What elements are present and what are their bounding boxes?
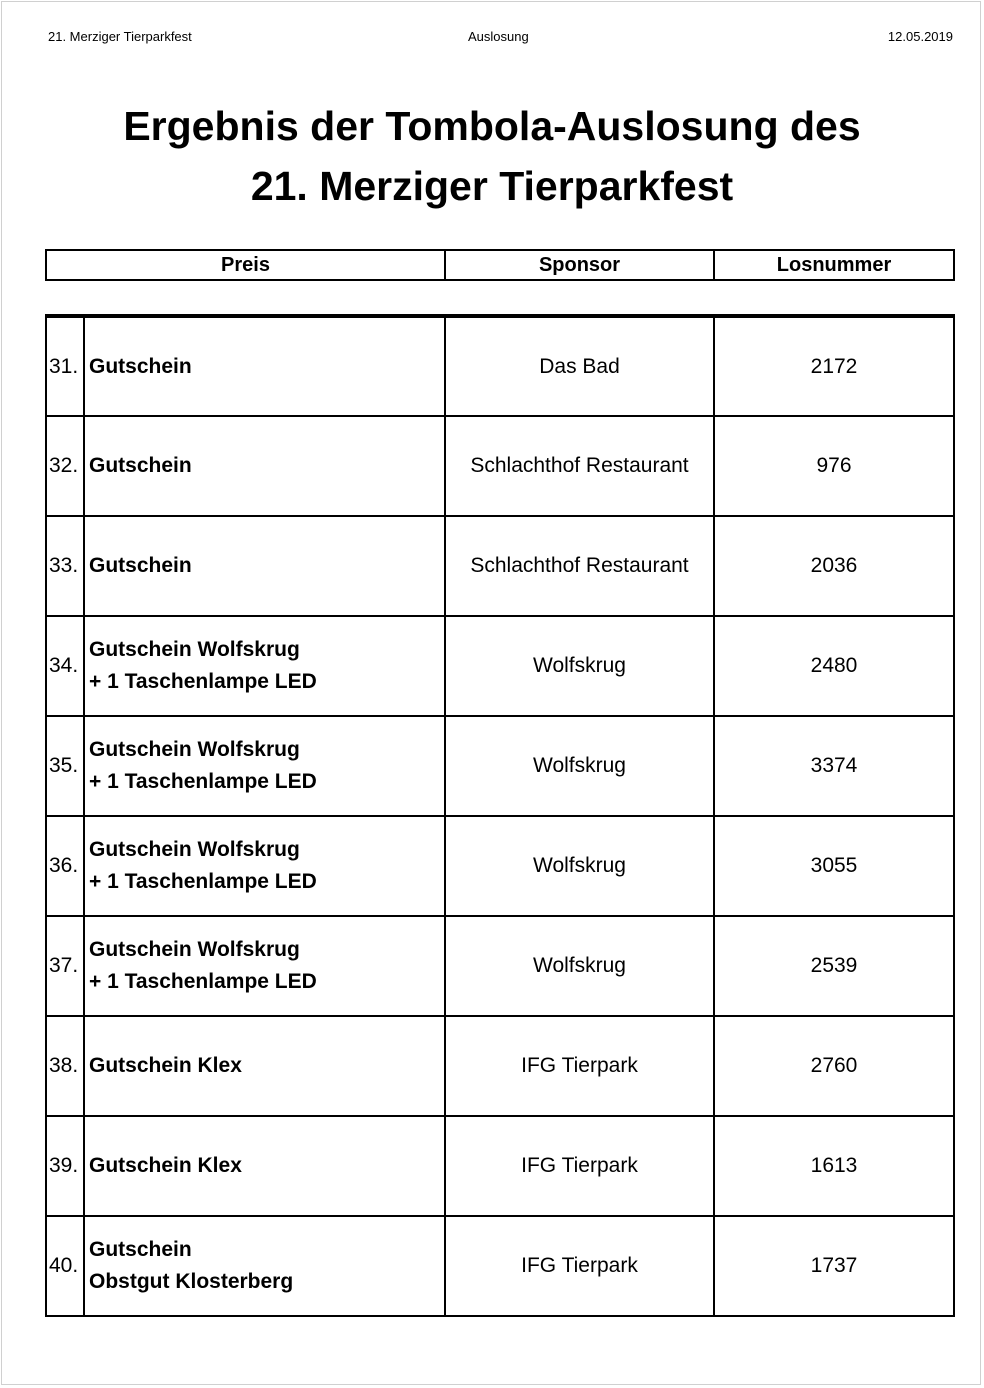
prize-cell — [84, 316, 445, 416]
sponsor-cell: IFG Tierpark — [445, 1216, 714, 1316]
sponsor-cell: Wolfskrug — [445, 816, 714, 916]
prize-cell — [84, 1016, 445, 1116]
prize-cell — [84, 516, 445, 616]
prize-line: + 1 Taschenlampe LED — [89, 870, 317, 893]
prize-line: Gutschein Klex — [89, 1054, 242, 1077]
prize-cell — [84, 1116, 445, 1216]
row-number: 40. — [46, 1216, 84, 1316]
ticket-number-cell: 2172 — [714, 316, 954, 416]
table-row — [46, 416, 954, 516]
ticket-number-cell: 976 — [714, 416, 954, 516]
table-row — [46, 316, 954, 416]
row-number: 33. — [46, 516, 84, 616]
prize-line: Gutschein Wolfskrug — [89, 838, 300, 861]
prize-line: Gutschein — [89, 1238, 192, 1261]
sponsor-cell: Schlachthof Restaurant — [445, 516, 714, 616]
row-number: 32. — [46, 416, 84, 516]
table-row — [46, 516, 954, 616]
prize-line: Gutschein Klex — [89, 1154, 242, 1177]
ticket-number-cell: 2036 — [714, 516, 954, 616]
table-row — [46, 816, 954, 916]
table-row — [46, 1116, 954, 1216]
ticket-number-cell: 2480 — [714, 616, 954, 716]
prize-line: + 1 Taschenlampe LED — [89, 770, 317, 793]
results-table-body — [46, 316, 954, 1316]
column-header-preis: Preis — [46, 250, 445, 280]
ticket-number-cell: 1737 — [714, 1216, 954, 1316]
sponsor-cell: Wolfskrug — [445, 616, 714, 716]
prize-cell — [84, 616, 445, 716]
title-line-1: Ergebnis der Tombola-Auslosung des — [123, 103, 861, 149]
column-header-losnummer: Losnummer — [714, 250, 954, 280]
column-header-row — [46, 250, 954, 280]
sponsor-cell: IFG Tierpark — [445, 1016, 714, 1116]
row-number: 39. — [46, 1116, 84, 1216]
table-row — [46, 1016, 954, 1116]
prize-line: Gutschein — [89, 454, 192, 477]
prize-line: + 1 Taschenlampe LED — [89, 970, 317, 993]
table-row — [46, 716, 954, 816]
prize-line: Gutschein Wolfskrug — [89, 638, 300, 661]
column-header-table — [45, 249, 955, 281]
sponsor-cell: Schlachthof Restaurant — [445, 416, 714, 516]
prize-line: Gutschein Wolfskrug — [89, 738, 300, 761]
prize-cell — [84, 716, 445, 816]
table-row — [46, 916, 954, 1016]
row-number: 37. — [46, 916, 84, 1016]
row-number: 38. — [46, 1016, 84, 1116]
table-row — [46, 616, 954, 716]
prize-line: Obstgut Klosterberg — [89, 1270, 294, 1293]
ticket-number-cell: 2539 — [714, 916, 954, 1016]
page-title — [0, 96, 984, 216]
sponsor-cell: Wolfskrug — [445, 916, 714, 1016]
prize-cell — [84, 416, 445, 516]
prize-line: + 1 Taschenlampe LED — [89, 670, 317, 693]
results-table — [45, 314, 955, 1317]
ticket-number-cell: 3055 — [714, 816, 954, 916]
prize-cell — [84, 916, 445, 1016]
header-section: Auslosung — [468, 29, 529, 44]
ticket-number-cell: 3374 — [714, 716, 954, 816]
prize-line: Gutschein — [89, 354, 192, 378]
row-number: 34. — [46, 616, 84, 716]
row-number: 36. — [46, 816, 84, 916]
column-header-sponsor: Sponsor — [445, 250, 714, 280]
row-number: 35. — [46, 716, 84, 816]
sponsor-cell: Das Bad — [445, 316, 714, 416]
title-line-2: 21. Merziger Tierparkfest — [250, 163, 734, 209]
prize-line: Gutschein Wolfskrug — [89, 938, 300, 961]
ticket-number-cell: 2760 — [714, 1016, 954, 1116]
prize-line: Gutschein — [89, 554, 192, 577]
sponsor-cell: IFG Tierpark — [445, 1116, 714, 1216]
ticket-number-cell: 1613 — [714, 1116, 954, 1216]
prize-cell — [84, 1216, 445, 1316]
header-event-name: 21. Merziger Tierparkfest — [48, 29, 192, 44]
prize-cell — [84, 816, 445, 916]
row-number: 31. — [46, 316, 84, 416]
header-date: 12.05.2019 — [887, 29, 953, 44]
table-row — [46, 1216, 954, 1316]
sponsor-cell: Wolfskrug — [445, 716, 714, 816]
